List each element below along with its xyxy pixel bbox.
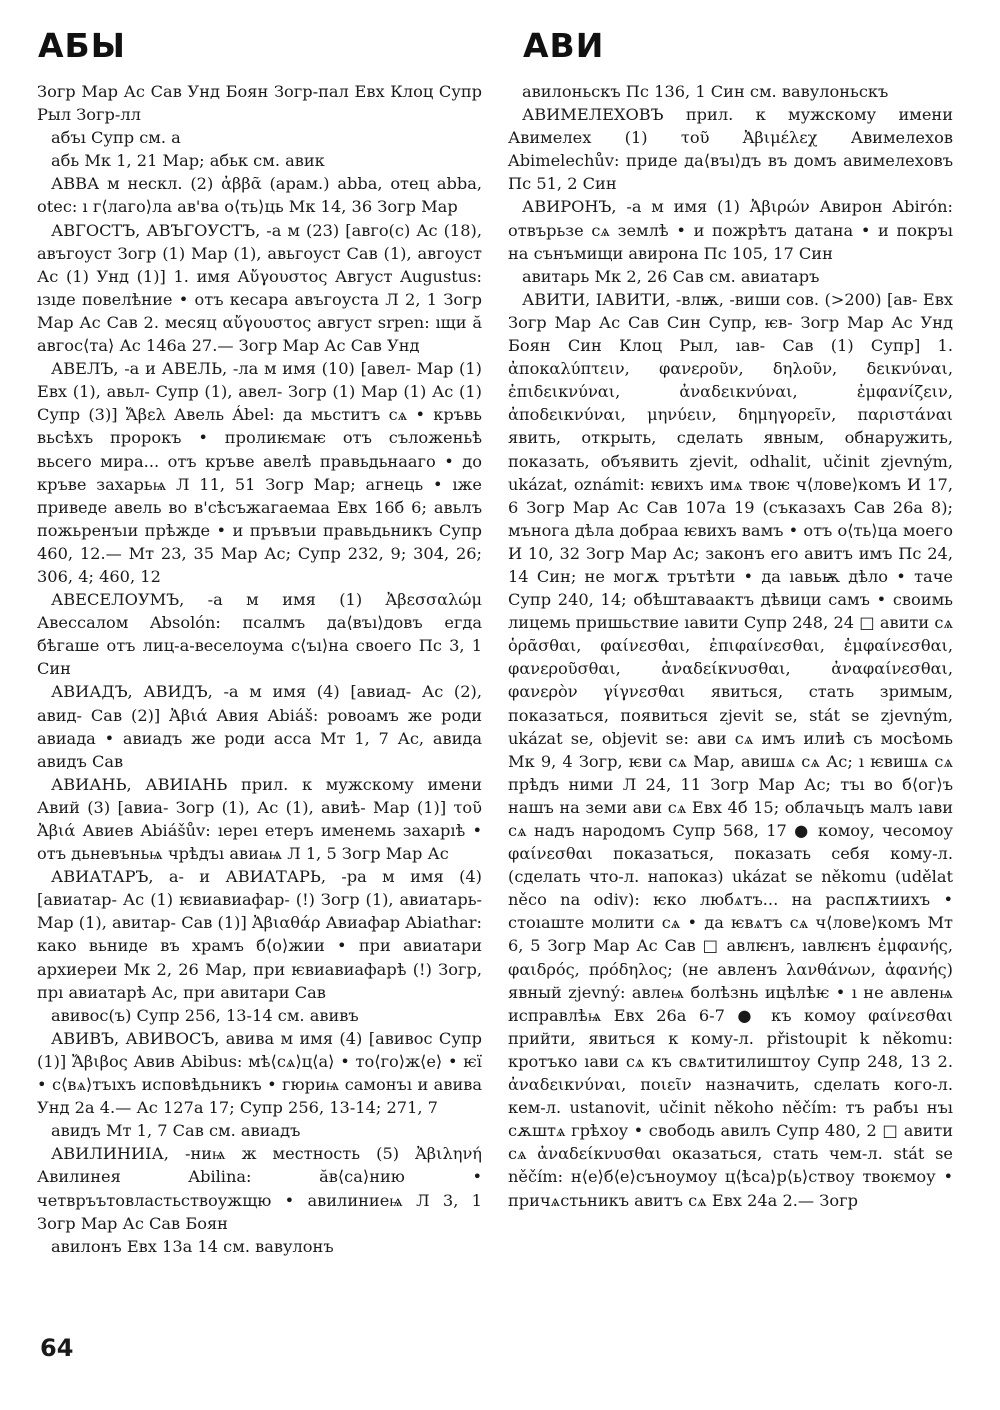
page-number: 64 (40, 1334, 74, 1362)
dictionary-entry: абь Мк 1, 21 Мар; абьк см. авик (51, 151, 325, 171)
running-head-left: АБЫ (38, 26, 126, 65)
dictionary-entry: Зогр Мар Ас Сав Унд Боян Зогр-пал Евх Клоц Супр Рыл Зогр-лл (37, 82, 482, 125)
dictionary-entry: АВВА м нескл. (2) ἀββᾶ (арам.) abba, отец abba, otec: ı г⟨лаго⟩ла ав'ва о⟨ть⟩ць Мк 14, 36 Зогр Мар (37, 174, 482, 217)
dictionary-entry: авивос(ъ) Супр 256, 13-14 см. авивъ (51, 1005, 359, 1025)
dictionary-entry: АВИЛИНИІА, -ниѩ ж местность (5) Ἀβιληνή Авилинея Abilina: ӑв⟨са⟩нию • четвръътовластьствоужщю • авилиниеѩ Л 3, 1 Зогр Мар Ас Сав Боян (37, 1144, 482, 1233)
dictionary-entry: авилонъ Евх 13а 14 см. вавулонъ (51, 1236, 334, 1256)
dictionary-entry: АВГОСТЪ, АВЪГОУСТЪ, -а м (23) [авго(с) Ас (18), авъгоуст Зогр (1) Мар (1), авьгоуст Сав (1), авгоуст Ас (1) Унд (1)] 1. имя Αὔγουστος Август Augustus: ıзıде повелѣние • отъ кесара авъгоуста Л 2, 1 Зогр Мар Ас Сав 2. месяц αὔγουστος август srpen: ıщи ӑ авгос⟨та⟩ Ас 146а 27.— Зогр Мар Ас Сав Унд (37, 220, 482, 356)
dictionary-entry: АВИАНЬ, АВИІАНЬ прил. к мужскому имени Авий (3) [авиа- Зогр (1), Ас (1), авиѣ- Мар (1)] τοῦ Ἀβιά Авиев Abiášův: ıереı етеръ именемь захарıѣ • отъ дьневъньѩ чрѣдъı авиаѩ Л 1, 5 Зогр Мар Ас (37, 774, 482, 864)
dictionary-entry: абъı Супр см. а (51, 128, 181, 148)
running-head-right: АВИ (523, 26, 605, 65)
dictionary-entry: АВИАТАРЪ, а- и АВИАТАРЬ, -ра м имя (4) [авиатар- Ас (1) ѥвиавиафар- (!) Зогр (1), авиатарь- Мар (1), авитар- Сав (1)] Ἀβιαθάρ Авиафар Abiathar: како вьниде въ храмъ б⟨о⟩жии • при авиатари архиереи Мк 2, 26 Мар, при ѥвиавиафарѣ (!) Зогр, пpı авиатарѣ Ас, при авитари Сав (37, 867, 482, 1002)
left-column (37, 80, 482, 1258)
dictionary-entry: АВИВЪ, АВИВОСЪ, авива м имя (4) [авивос Супр (1)] Ἄβιβος Авив Abibus: мѣ⟨сѧ⟩ц⟨а⟩ • то⟨го⟩ж⟨е⟩ • ѥї • с⟨вѧ⟩тъıхъ исповѣдьникъ • гюриѩ самонъı и авива Унд 2а 4.— Ас 127а 17; Супр 256, 13-14; 271, 7 (37, 1028, 482, 1118)
dictionary-entry: АВИМЕЛЕХОВЪ прил. к мужскому имени Авимелех (1) τοῦ Ἀβιμέλεχ Авимелехов Abimelechův: приде да⟨въı⟩дъ въ домъ авимелеховъ Пс 51, 2 Син (508, 105, 953, 194)
dictionary-entry: АВИРОНЪ, -а м имя (1) Ἀβιρών Авирон Abirón: отвърьзе сѧ землѣ • и пожрѣтъ датана • и покръı на сънъмищи авирона Пс 105, 17 Син (508, 197, 953, 263)
dictionary-entry: авилоньскъ Пс 136, 1 Син см. вавулоньскъ (522, 82, 889, 101)
dictionary-entry: авитарь Мк 2, 26 Сав см. авиатаръ (522, 266, 820, 286)
dictionary-entry: АВИТИ, ІАВИТИ, -влѭ, -виши сов. (>200) [ав- Евх Зогр Мар Ас Сав Син Супр, ѥв- Зогр Мар Ас Унд Боян Син Клоц Рыл, ıав- Сав (1) Супр] 1. ἀποκαλύπτειν, φανεροῦν, δηλοῦν, δεικνύναι, ἐπιδεικνύναι, ἀναδεικνύναι, ἐμφανίζειν, ἀποδεικνύναι, μηνύειν, δημηγορεῖν, παριστάναι явить, открыть, сделать явным, обнаружить, показать, объявить zjevit, odhalit, učinit zjevným, ukázat, oznámit: ѥвихъ имѧ твоѥ ч⟨лове⟩комъ И 17, 6 Зогр Мар Ас Сав 107а 19 (съказахъ Сав 26а 8); мънога дѣла добраа ѥвихъ вамъ • отъ о⟨ть⟩ца моего И 10, 32 Зогр Мар Ас; законъ его авитъ имъ Пс 24, 14 Син; не могѫ трътѣти • да ıавьѭ дѣло • таче Супр 240, 14; обѣштаваактъ дѣвици самъ • своимь лицемь пришьствие ıавити Супр 248, 24 □ авити сѧ ὁρᾶσθαι, φαίνεσθαι, ἐπιφαίνεσθαι, ἐμφαίνεσθαι, φανεροῦσθαι, ἀναδείκνυσθαι, ἀναφαίνεσθαι, φανερὸν γίγνεσθαι явиться, стать зримым, показаться, появиться zjevit se, stát se zjevným, ukázat se, objevit se: ави сѧ имъ илиѣ съ мосѣомь Мк 9, 4 Зогр, ѥви сѧ Мар, авишѧ сѧ Ас; ı ѥвишѧ сѧ прѣдъ ними Л 24, 11 Зогр Мар Ас; тъı во б⟨ог⟩ъ нашъ на земи ави сѧ Евх 4б 15; облачьцъ малъ ıави сѧ надъ народомъ Супр 568, 17 ● комоу, чесомоу φαίνεσθαι показаться, показать себя кому-л. (сделать что-л. напоказ) ukázat se někomu (udělat něco na odiv): ѥко любѧтъ... на распѫтиихъ • стоıаште молити сѧ • да ѥвѧтъ сѧ ч⟨лове⟩комъ Мт 6, 5 Зогр Мар Ас Сав □ авлѥнъ, ıавлѥнъ ἐμφανής, φαιδρός, πρόδηλος; (не авленъ λανθάνων, ἀφανής) явный zjevný: авлеѩ болѣзнь ицѣлѣѥ • ı не авленѩ исправлѣѩ Евх 26а 6-7 ● къ комоу φαίνεσθαι прийти, явиться к кому-л. přistoupit k někomu: кротъко ıави сѧ къ свѧтитилиштоу Супр 248, 13 2. ἀναδεικνύναι, ποιεῖν назначить, сделать кого-л. кем-л. ustanovit, učinit někoho něčím: тъ рабъı нъı сѫштѧ грѣхоу • свободь авилъ Супр 480, 2 □ авити сѧ ἀναδείκνυσθαι оказаться, стать чем-л. stát se něčím: н⟨е⟩б⟨е⟩съноумоу ц⟨ѣса⟩р⟨ь⟩ствоу твоѥмоу • причѧстьникъ авитъ сѧ Евх 24а 2.— Зогр (508, 289, 953, 1210)
dictionary-entry: АВИАДЪ, АВИДЪ, -а м имя (4) [авиад- Ас (2), авид- Сав (2)] Ἀβιά Авия Abiáš: ровоамъ же роди авиада • авиадъ же роди асса Мт 1, 7 Ас, авида авидъ Сав (37, 682, 482, 771)
dictionary-entry: АВЕЛЪ, -а и АВЕЛЬ, -ла м имя (10) [авел- Мар (1) Евх (1), авьл- Супр (1), авел- Зогр (1) Мар (1) Ас (1) Супр (3)] Ἄβελ Авель Ábel: да мьститъ сѧ • кръвь вьсѣхъ пророкъ • пролиѥмаѥ отъ съложеньѣ вьсего мира... отъ кръве авелѣ правьдьнааго • до кръве захарьѩ Л 11, 51 Зогр Мар; агнець • ıже приведе авель во в'сѣсъжагаемаа Евх 16б 6; авьлъ пожьренъıи прѣжде • и пръвъıи правьдьникъ Супр 460, 12.— Мт 23, 35 Мар Ас; Супр 232, 9; 304, 26; 306, 4; 460, 12 (37, 359, 482, 586)
dictionary-entry: авидъ Мт 1, 7 Сав см. авиадъ (51, 1121, 301, 1141)
right-column (508, 80, 953, 1212)
dictionary-entry: АВЕСЕЛОУМЪ, -а м имя (1) Ἀβεσσαλώμ Авессалом Absolón: псалмъ да⟨въı⟩довъ егда бѣгаше отъ лиц-а-веселоума с⟨ъı⟩на своего Пс 3, 1 Син (37, 590, 482, 679)
